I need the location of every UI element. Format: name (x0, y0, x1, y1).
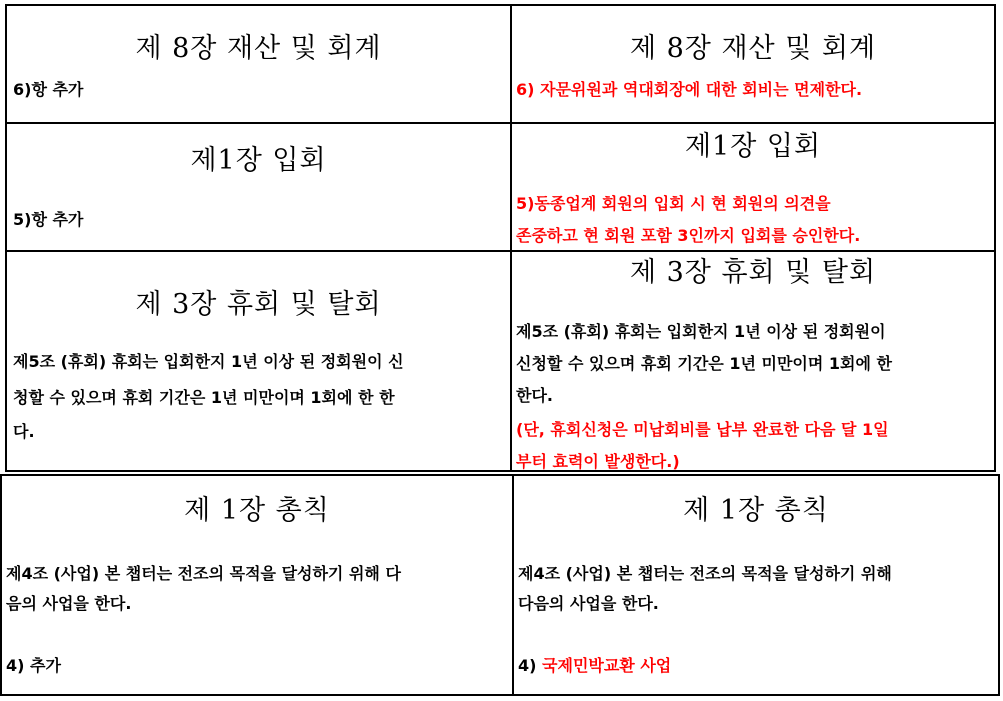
section-heading: 제1장 입회 (684, 131, 822, 162)
article-text-line-1: 제4조 (사업) 본 챕터는 전조의 목적을 달성하기 위해 다 (6, 564, 401, 583)
lower-table-bottom (0, 694, 1000, 696)
article-text-line-2: 다음의 사업을 한다. (518, 594, 659, 613)
item-line (518, 650, 671, 682)
item-number: 4) (6, 656, 25, 675)
amendment-text-line-2: 존중하고 현 회원 포함 3인까지 입회를 승인한다. (516, 226, 861, 245)
section-heading: 제 1장 총칙 (184, 495, 330, 526)
section-heading: 제1장 입회 (190, 145, 327, 176)
lower-table-right (998, 474, 1000, 696)
section-4-after (514, 476, 998, 694)
table-border-right-upper (994, 4, 996, 472)
amendment-text: 5)항 추가 (13, 210, 84, 229)
article-text-line-1: 제4조 (사업) 본 챕터는 전조의 목적을 달성하기 위해 (518, 564, 892, 583)
item-text: 국제민박교환 사업 (542, 656, 672, 675)
article-text-line-1: 제5조 (휴회) 휴회는 입회한지 1년 이상 된 정회원이 신 (13, 352, 404, 371)
amendment-text-line-1: 5)동종업계 회원의 입회 시 현 회원의 의견을 (516, 194, 831, 213)
section-1-before (7, 6, 510, 122)
section-1-after (512, 6, 994, 122)
article-text-line-3: 한다. (516, 386, 553, 405)
amendment-text: 6) 자문위원과 역대회장에 대한 회비는 면제한다. (516, 80, 863, 99)
article-text-line-3: 다. (13, 422, 35, 441)
section-heading: 제 8장 재산 및 회계 (135, 33, 382, 64)
article-text-line-2: 신청할 수 있으며 휴회 기간은 1년 미만이며 1회에 한 (516, 354, 892, 373)
section-2-after (512, 124, 994, 250)
section-2-before (7, 124, 510, 250)
note-text-line-2: 부터 효력이 발생한다.) (516, 452, 680, 471)
section-heading: 제 3장 휴회 및 탈회 (629, 257, 877, 288)
section-3-after (512, 252, 994, 470)
amendment-text: 6)항 추가 (13, 80, 84, 99)
item-text: 추가 (30, 656, 61, 675)
section-heading: 제 3장 휴회 및 탈회 (135, 289, 382, 320)
note-text-line-1: (단, 휴회신청은 미납회비를 납부 완료한 다음 달 1일 (516, 420, 889, 439)
section-4-before (2, 476, 512, 694)
article-text-line-2: 청할 수 있으며 휴회 기간은 1년 미만이며 1회에 한 한 (13, 388, 395, 407)
section-heading: 제 1장 총칙 (683, 495, 829, 526)
section-3-before (7, 252, 510, 470)
article-text-line-2: 음의 사업을 한다. (6, 594, 132, 613)
article-text-line-1: 제5조 (휴회) 휴회는 입회한지 1년 이상 된 정회원이 (516, 322, 886, 341)
row-divider-3 (5, 470, 996, 472)
item-number: 4) (518, 656, 537, 675)
item-line (6, 650, 61, 682)
section-heading: 제 8장 재산 및 회계 (629, 33, 877, 64)
